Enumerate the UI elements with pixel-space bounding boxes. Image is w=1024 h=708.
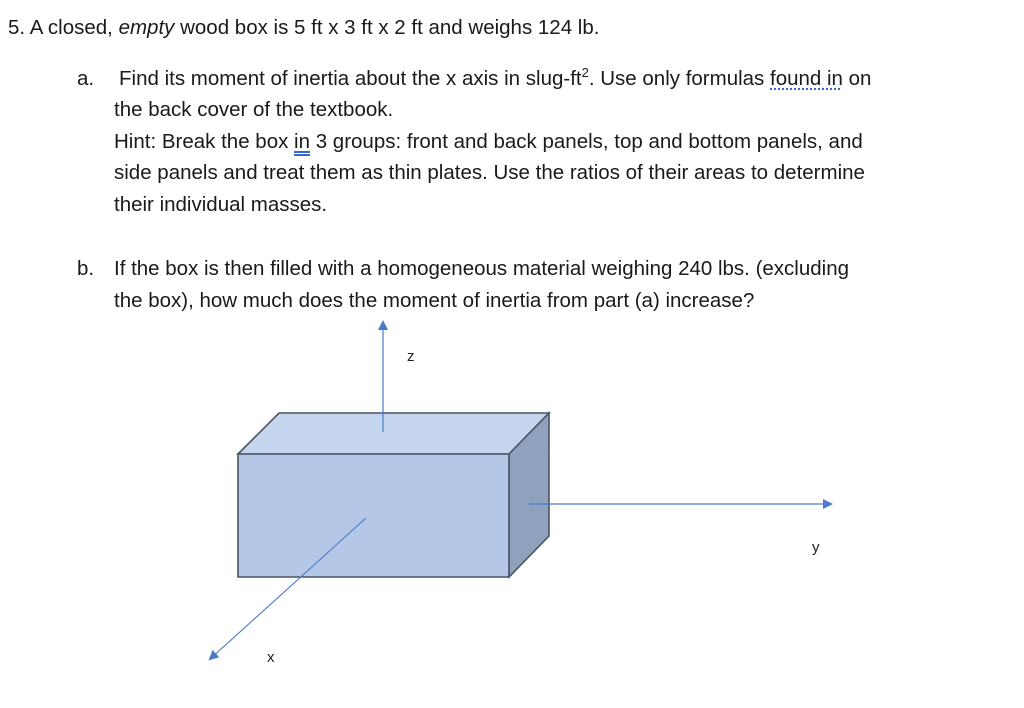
axis-label-x: x (267, 649, 275, 666)
problem-number: 5. (8, 16, 26, 39)
part-a-marker: a. (77, 67, 95, 90)
part-a-line-2: the back cover of the textbook. (114, 98, 394, 121)
part-a-exponent: 2 (581, 65, 589, 81)
box-top-face (238, 413, 549, 454)
part-b-marker: b. (77, 257, 95, 280)
hint-pre: Hint: Break the box (114, 130, 295, 153)
problem-text-emphasis: empty (118, 16, 175, 39)
part-b-line-2: the box), how much does the moment of inertia from part (a) increase? (114, 289, 755, 312)
hint-flagged-word: in (294, 130, 311, 153)
axis-label-z: z (407, 348, 415, 365)
part-a-flagged-phrase: found in (770, 67, 843, 90)
axis-label-y: y (812, 539, 820, 556)
hint-post: 3 groups: front and back panels, top and bottom panels, and (310, 130, 863, 153)
problem-text-pre: A closed, (29, 16, 119, 39)
part-a-hint-line-3: their individual masses. (114, 193, 328, 216)
part-a-line-1-post: on (842, 67, 872, 90)
part-b-line-1: If the box is then filled with a homogeneous material weighing 240 lbs. (excluding (114, 257, 850, 280)
part-a-line-1-pre: Find its moment of inertia about the x axis in slug-ft (119, 67, 582, 90)
problem-text-post: wood box is 5 ft x 3 ft x 2 ft and weighs 124 lb. (174, 16, 600, 39)
box-front-face (238, 454, 509, 577)
part-a-line-1-mid: . Use only formulas (588, 67, 770, 90)
part-a-hint-line-2: side panels and treat them as thin plates. Use the ratios of their areas to determine (114, 161, 865, 184)
